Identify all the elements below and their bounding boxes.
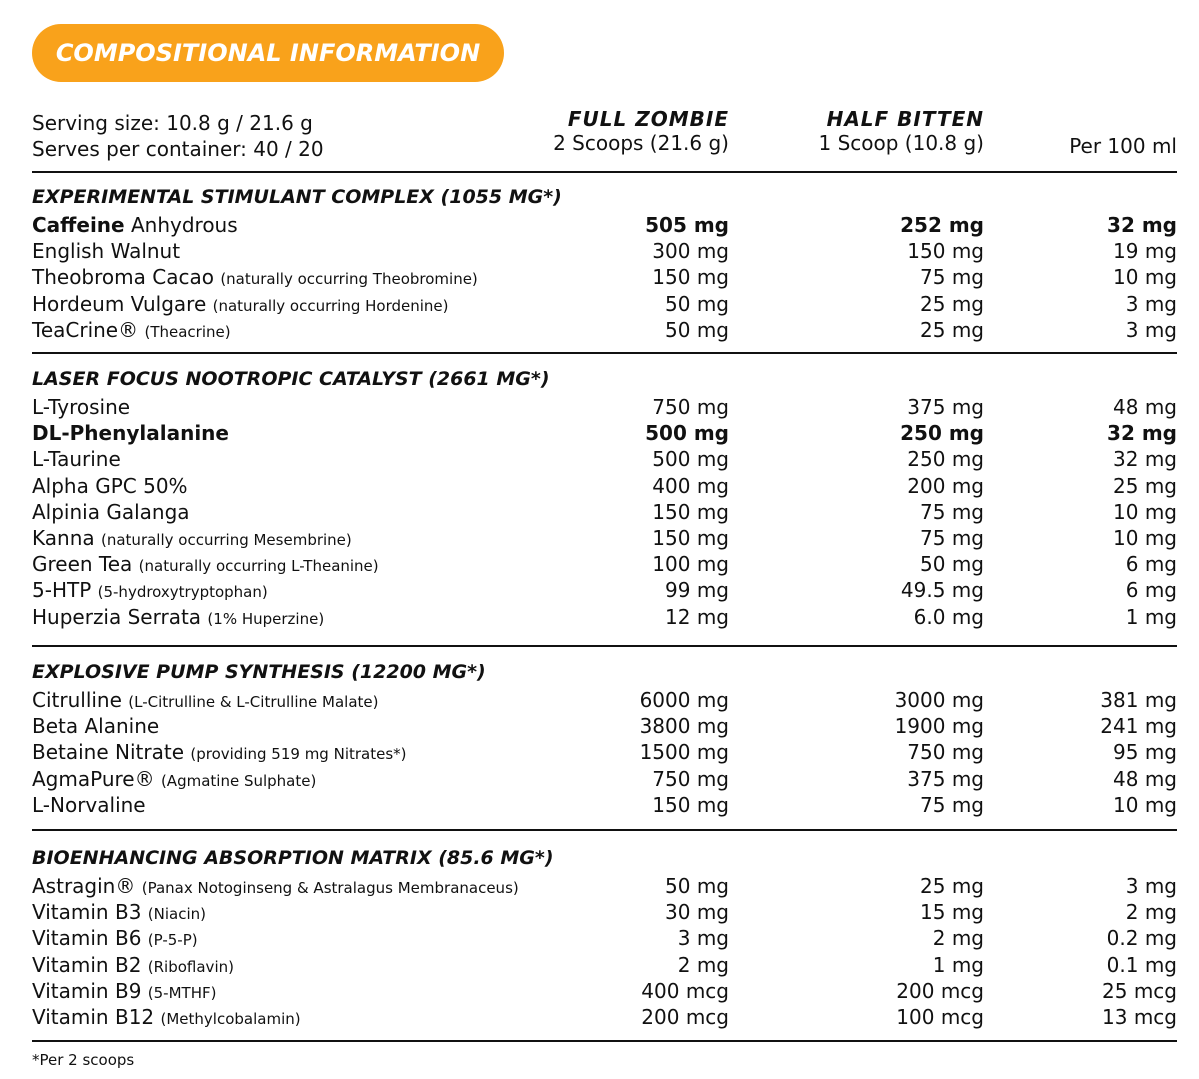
amount-v2: 1 mg — [932, 952, 984, 977]
amount-v1: 12 mg — [665, 604, 729, 629]
ingredient-name — [32, 925, 198, 953]
table-row — [32, 420, 1177, 446]
amount-v3: 0.2 mg — [1106, 926, 1177, 951]
column-subtitle: 2 Scoops (21.6 g) — [553, 131, 729, 155]
ingredient-name — [32, 446, 121, 472]
ingredient-note: (L-Citrulline & L-Citrulline Malate) — [128, 693, 379, 711]
ingredient-name — [32, 577, 268, 605]
amount-v3: 32 mg — [1107, 421, 1177, 446]
amount-v2: 100 mcg — [896, 1004, 984, 1029]
serving-info — [32, 110, 324, 162]
ingredient-section — [32, 182, 1177, 343]
amount-v1: 150 mg — [652, 525, 729, 550]
divider — [32, 829, 1177, 831]
ingredient-label: Vitamin B12 — [32, 1004, 155, 1029]
ingredient-label: Alpha GPC 50% — [32, 473, 188, 498]
column-subtitle: Per 100 ml — [1069, 134, 1177, 158]
ingredient-label: Green Tea — [32, 552, 133, 577]
ingredient-note: (providing 519 mg Nitrates*) — [190, 745, 407, 764]
ingredient-label: English Walnut — [32, 239, 181, 264]
table-row — [32, 394, 1177, 420]
section-title: EXPLOSIVE PUMP SYNTHESIS (12200 MG*) — [32, 661, 486, 683]
ingredient-label: Huperzia Serrata — [32, 604, 202, 629]
ingredient-name — [32, 766, 316, 794]
ingredient-label: DL-Phenylalanine — [32, 421, 229, 446]
ingredient-name — [32, 317, 231, 345]
section-title: LASER FOCUS NOOTROPIC CATALYST (2661 MG*) — [32, 368, 550, 390]
table-row — [32, 264, 1177, 290]
amount-v2: 75 mg — [920, 499, 984, 524]
amount-v3: 1 mg — [1125, 604, 1177, 629]
table-row — [32, 525, 1177, 551]
amount-v2: 250 mg — [907, 447, 984, 472]
amount-v1: 505 mg — [645, 213, 729, 237]
amount-v2: 200 mg — [907, 473, 984, 498]
table-row — [32, 792, 1177, 818]
table-row — [32, 766, 1177, 792]
amount-v3: 3 mg — [1125, 291, 1177, 316]
ingredient-note: (1% Huperzine) — [207, 609, 325, 628]
amount-v3: 10 mg — [1113, 525, 1177, 550]
amount-v2: 250 mg — [900, 421, 984, 446]
column-title: HALF BITTEN — [826, 107, 984, 131]
amount-v3: 3 mg — [1125, 317, 1177, 342]
table-row — [32, 604, 1177, 630]
table-row — [32, 925, 1177, 951]
ingredient-name — [32, 499, 190, 525]
amount-v2: 6.0 mg — [913, 604, 984, 629]
ingredient-section — [32, 657, 1177, 818]
ingredient-note: (naturally occurring L-Theanine) — [138, 557, 379, 576]
amount-v1: 400 mcg — [641, 978, 729, 1003]
ingredient-note: (P-5-P) — [147, 931, 198, 950]
ingredient-name — [32, 739, 407, 767]
ingredient-note: (5-MTHF) — [147, 983, 217, 1002]
amount-v1: 50 mg — [665, 874, 729, 898]
table-row — [32, 212, 1177, 238]
amount-v3: 381 mg — [1100, 688, 1177, 712]
section-badge — [32, 24, 504, 82]
amount-v1: 150 mg — [652, 265, 729, 290]
table-row — [32, 446, 1177, 472]
amount-v2: 75 mg — [920, 265, 984, 290]
amount-v1: 3 mg — [677, 926, 729, 951]
ingredient-name — [32, 1004, 301, 1032]
ingredient-label: TeaCrine® — [32, 317, 139, 342]
amount-v2: 15 mg — [920, 900, 984, 925]
amount-v3: 48 mg — [1113, 395, 1177, 419]
amount-v3: 25 mg — [1113, 473, 1177, 498]
ingredient-suffix: Anhydrous — [124, 213, 238, 237]
table-row — [32, 952, 1177, 978]
section-title: EXPERIMENTAL STIMULANT COMPLEX (1055 MG*) — [32, 186, 562, 208]
ingredient-label: Vitamin B3 — [32, 900, 142, 925]
ingredient-label: Astragin® — [32, 874, 136, 898]
amount-v1: 1500 mg — [639, 740, 729, 765]
ingredient-label: Vitamin B6 — [32, 926, 142, 951]
amount-v1: 50 mg — [665, 291, 729, 316]
amount-v3: 2 mg — [1125, 900, 1177, 925]
amount-v3: 10 mg — [1113, 265, 1177, 290]
amount-v2: 375 mg — [907, 766, 984, 791]
amount-v1: 99 mg — [665, 578, 729, 603]
divider — [32, 645, 1177, 647]
ingredient-label: Vitamin B9 — [32, 978, 142, 1003]
ingredient-note: (Panax Notoginseng & Astralagus Membranaceus) — [141, 879, 519, 897]
ingredient-name — [32, 264, 478, 292]
amount-v2: 75 mg — [920, 525, 984, 550]
table-row — [32, 899, 1177, 925]
ingredient-label: L-Norvaline — [32, 792, 146, 817]
ingredient-name — [32, 394, 130, 420]
amount-v1: 200 mcg — [641, 1004, 729, 1029]
amount-v2: 150 mg — [907, 239, 984, 264]
ingredient-name — [32, 978, 216, 1006]
ingredient-note: (naturally occurring Mesembrine) — [101, 530, 352, 549]
table-row — [32, 577, 1177, 603]
ingredient-section — [32, 843, 1177, 1030]
amount-v3: 6 mg — [1125, 552, 1177, 577]
ingredient-name — [32, 952, 234, 980]
table-row — [32, 713, 1177, 739]
ingredient-label: AgmaPure® — [32, 766, 155, 791]
table-row — [32, 291, 1177, 317]
ingredient-label: Kanna — [32, 525, 95, 550]
ingredient-note: (Niacin) — [147, 905, 206, 924]
ingredient-name — [32, 873, 519, 901]
ingredient-label: Theobroma Cacao — [32, 265, 214, 290]
amount-v3: 95 mg — [1113, 740, 1177, 765]
ingredient-name — [32, 238, 180, 264]
column-header-per-100ml — [1069, 133, 1177, 159]
ingredient-label: Citrulline — [32, 688, 122, 712]
amount-v2: 3000 mg — [894, 688, 984, 712]
ingredient-note: (Theacrine) — [144, 322, 231, 341]
column-header-half-bitten — [819, 108, 985, 156]
table-row — [32, 978, 1177, 1004]
footnote: *Per 2 scoops — [32, 1051, 135, 1069]
table-row — [32, 739, 1177, 765]
amount-v1: 2 mg — [677, 952, 729, 977]
serves-per-container: Serves per container: 40 / 20 — [32, 137, 324, 161]
amount-v2: 25 mg — [920, 874, 984, 898]
ingredient-section — [32, 364, 1177, 630]
amount-v1: 3800 mg — [639, 714, 729, 739]
ingredient-label: Betaine Nitrate — [32, 740, 185, 765]
amount-v1: 150 mg — [652, 792, 729, 817]
divider — [32, 171, 1177, 173]
column-title: FULL ZOMBIE — [567, 107, 729, 131]
ingredient-note: (5-hydroxytryptophan) — [97, 583, 268, 602]
table-row — [32, 317, 1177, 343]
amount-v1: 750 mg — [652, 766, 729, 791]
ingredient-name — [32, 212, 238, 238]
ingredient-name — [32, 551, 379, 579]
amount-v3: 6 mg — [1125, 578, 1177, 603]
ingredient-label: Vitamin B2 — [32, 952, 142, 977]
column-header-full-zombie — [553, 108, 729, 156]
ingredient-name — [32, 792, 146, 818]
ingredient-label: Alpinia Galanga — [32, 499, 190, 524]
amount-v2: 252 mg — [900, 213, 984, 237]
ingredient-note: (Methylcobalamin) — [160, 1009, 301, 1028]
amount-v2: 200 mcg — [896, 978, 984, 1003]
amount-v3: 10 mg — [1113, 499, 1177, 524]
ingredient-note: (Agmatine Sulphate) — [160, 771, 317, 790]
table-row — [32, 473, 1177, 499]
column-subtitle: 1 Scoop (10.8 g) — [818, 131, 984, 155]
amount-v3: 48 mg — [1113, 766, 1177, 791]
amount-v1: 400 mg — [652, 473, 729, 498]
ingredient-label: L-Taurine — [32, 447, 121, 472]
table-row — [32, 1004, 1177, 1030]
amount-v3: 3 mg — [1125, 874, 1177, 898]
ingredient-note: (Riboflavin) — [147, 957, 234, 976]
amount-v2: 2 mg — [932, 926, 984, 951]
ingredient-label: Beta Alanine — [32, 714, 160, 739]
table-row — [32, 238, 1177, 264]
amount-v3: 13 mcg — [1102, 1004, 1177, 1029]
amount-v1: 150 mg — [652, 499, 729, 524]
ingredient-name — [32, 420, 229, 446]
amount-v2: 25 mg — [920, 291, 984, 316]
amount-v3: 241 mg — [1100, 714, 1177, 739]
amount-v1: 500 mg — [652, 447, 729, 472]
amount-v2: 750 mg — [907, 740, 984, 765]
amount-v3: 10 mg — [1113, 792, 1177, 817]
ingredient-note: (naturally occurring Hordenine) — [212, 296, 449, 315]
ingredient-label: Caffeine — [32, 213, 125, 237]
table-row — [32, 687, 1177, 713]
amount-v3: 32 mg — [1113, 447, 1177, 472]
amount-v2: 25 mg — [920, 317, 984, 342]
divider — [32, 352, 1177, 354]
ingredient-label: 5-HTP — [32, 578, 92, 603]
table-row — [32, 551, 1177, 577]
amount-v1: 300 mg — [652, 239, 729, 264]
ingredient-name — [32, 473, 188, 499]
ingredient-name — [32, 604, 324, 632]
ingredient-label: L-Tyrosine — [32, 395, 131, 419]
ingredient-name — [32, 899, 206, 927]
ingredient-note: (naturally occurring Theobromine) — [220, 270, 478, 289]
divider — [32, 1040, 1177, 1042]
section-title: BIOENHANCING ABSORPTION MATRIX (85.6 MG*) — [32, 847, 554, 869]
table-row — [32, 873, 1177, 899]
amount-v1: 6000 mg — [639, 688, 729, 712]
badge-label: COMPOSITIONAL INFORMATION — [55, 39, 481, 67]
amount-v1: 500 mg — [645, 421, 729, 446]
amount-v2: 75 mg — [920, 792, 984, 817]
amount-v1: 30 mg — [665, 900, 729, 925]
amount-v1: 100 mg — [652, 552, 729, 577]
amount-v3: 32 mg — [1107, 213, 1177, 237]
amount-v1: 750 mg — [652, 395, 729, 419]
serving-size: Serving size: 10.8 g / 21.6 g — [32, 111, 313, 135]
table-row — [32, 499, 1177, 525]
ingredient-label: Hordeum Vulgare — [32, 291, 207, 316]
amount-v3: 25 mcg — [1102, 978, 1177, 1003]
amount-v2: 375 mg — [907, 395, 984, 419]
ingredient-name — [32, 687, 378, 715]
amount-v3: 0.1 mg — [1106, 952, 1177, 977]
ingredient-name — [32, 291, 449, 319]
amount-v2: 50 mg — [920, 552, 984, 577]
amount-v1: 50 mg — [665, 317, 729, 342]
amount-v2: 49.5 mg — [900, 578, 984, 603]
amount-v2: 1900 mg — [894, 714, 984, 739]
ingredient-name — [32, 525, 352, 553]
ingredient-name — [32, 713, 159, 739]
amount-v3: 19 mg — [1113, 239, 1177, 264]
